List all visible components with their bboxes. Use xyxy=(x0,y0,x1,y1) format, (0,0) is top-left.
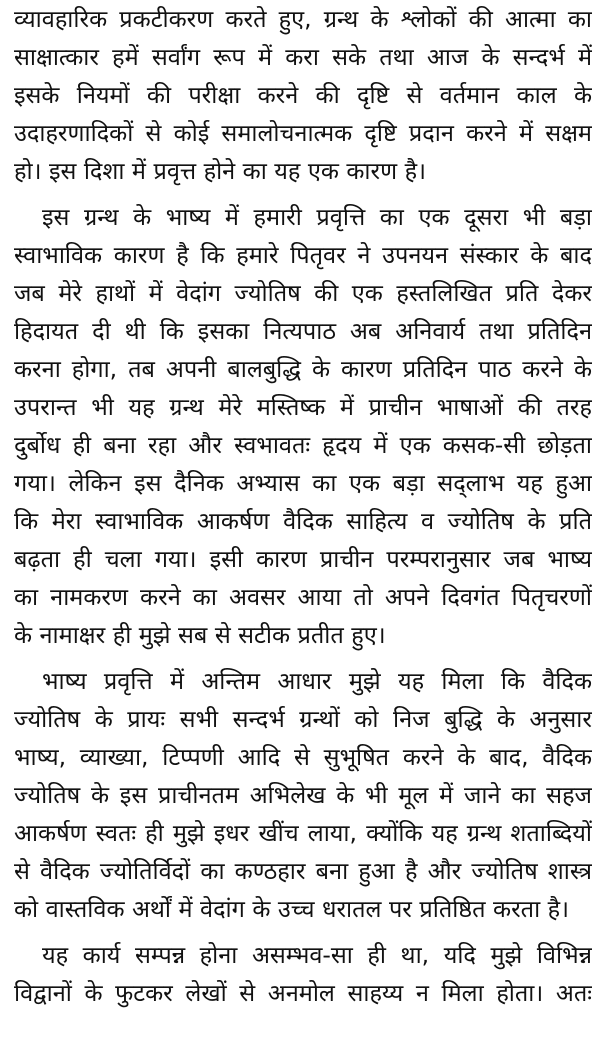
text-line: ज्योतिष के इस प्राचीनतम अभिलेख के भी मूल में जाने का सहज xyxy=(14,781,592,809)
text-line: बढ़ता ही चला गया। इसी कारण प्राचीन परम्परानुसार जब भाष्य xyxy=(14,545,592,573)
text-line: इस ग्रन्थ के भाष्य में हमारी प्रवृत्ति का एक दूसरा भी बड़ा xyxy=(42,203,592,231)
text-line: गया। लेकिन इस दैनिक अभ्यास का एक बड़ा सद्लाभ यह हुआ xyxy=(14,469,592,497)
text-line: स्वाभाविक कारण है कि हमारे पितृवर ने उपनयन संस्कार के बाद xyxy=(14,241,592,269)
text-line: आकर्षण स्वतः ही मुझे इधर खींच लाया, क्योंकि यह ग्रन्थ शताब्दियों xyxy=(14,819,592,847)
text-line: को वास्तविक अर्थों में वेदांग के उच्च धरातल पर प्रतिष्ठित करता है। xyxy=(14,895,570,923)
paragraph-gap xyxy=(14,928,592,936)
text-line: का नामकरण करने का अवसर आया तो अपने दिवगंत पितृचरणों xyxy=(14,583,592,611)
text-line: जब मेरे हाथों में वेदांग ज्योतिष की एक हस्तलिखित प्रति देकर xyxy=(14,279,592,307)
text-line: हिदायत दी थी कि इसका नित्यपाठ अब अनिवार्य तथा प्रतिदिन xyxy=(14,317,592,345)
text-line: उदाहरणादिकों से कोई समालोचनात्मक दृष्टि प्रदान करने में सक्षम xyxy=(14,119,592,147)
text-line: इसके नियमों की परीक्षा करने की दृष्टि से वर्तमान काल के xyxy=(14,81,592,109)
text-line: व्यावहारिक प्रकटीकरण करते हुए, ग्रन्थ के श्लोकों की आत्मा का xyxy=(14,5,592,33)
text-line: के नामाक्षर ही मुझे सब से सटीक प्रतीत हुए। xyxy=(14,621,386,649)
paragraph-gap xyxy=(14,654,592,662)
text-line: उपरान्त भी यह ग्रन्थ मेरे मस्तिष्क में प्राचीन भाषाओं की तरह xyxy=(14,393,592,421)
paragraph-gap xyxy=(14,190,592,198)
text-line: विद्वानों के फुटकर लेखों से अनमोल साहय्य न मिला होता। अतः xyxy=(14,979,592,1007)
text-line: कि मेरा स्वाभाविक आकर्षण वैदिक साहित्य व ज्योतिष के प्रति xyxy=(14,507,592,535)
text-line: दुर्बोध ही बना रहा और स्वभावतः हृदय में एक कसक-सी छोड़ता xyxy=(14,431,592,459)
text-line: भाष्य, व्याख्या, टिप्पणी आदि से सुभूषित करने के बाद, वैदिक xyxy=(14,743,592,771)
text-line: साक्षात्कार हमें सर्वांग रूप में करा सके तथा आज के सन्दर्भ में xyxy=(14,43,592,71)
document-page xyxy=(14,0,592,1038)
paragraph-2 xyxy=(14,198,592,654)
text-line: से वैदिक ज्योतिर्विदों का कण्ठहार बना हुआ है और ज्योतिष शास्त्र xyxy=(14,857,592,885)
text-line: भाष्य प्रवृत्ति में अन्तिम आधार मुझे यह मिला कि वैदिक xyxy=(42,667,592,695)
paragraph-3 xyxy=(14,662,592,928)
paragraph-4 xyxy=(14,936,592,1012)
text-line: करना होगा, तब अपनी बालबुद्धि के कारण प्रतिदिन पाठ करने के xyxy=(14,355,592,383)
paragraph-1 xyxy=(14,0,592,190)
text-line: यह कार्य सम्पन्न होना असम्भव-सा ही था, यदि मुझे विभिन्न xyxy=(42,941,592,969)
text-line: ज्योतिष के प्रायः सभी सन्दर्भ ग्रन्थों को निज बुद्धि के अनुसार xyxy=(14,705,592,733)
text-line: हो। इस दिशा में प्रवृत्त होने का यह एक कारण है। xyxy=(14,157,426,185)
